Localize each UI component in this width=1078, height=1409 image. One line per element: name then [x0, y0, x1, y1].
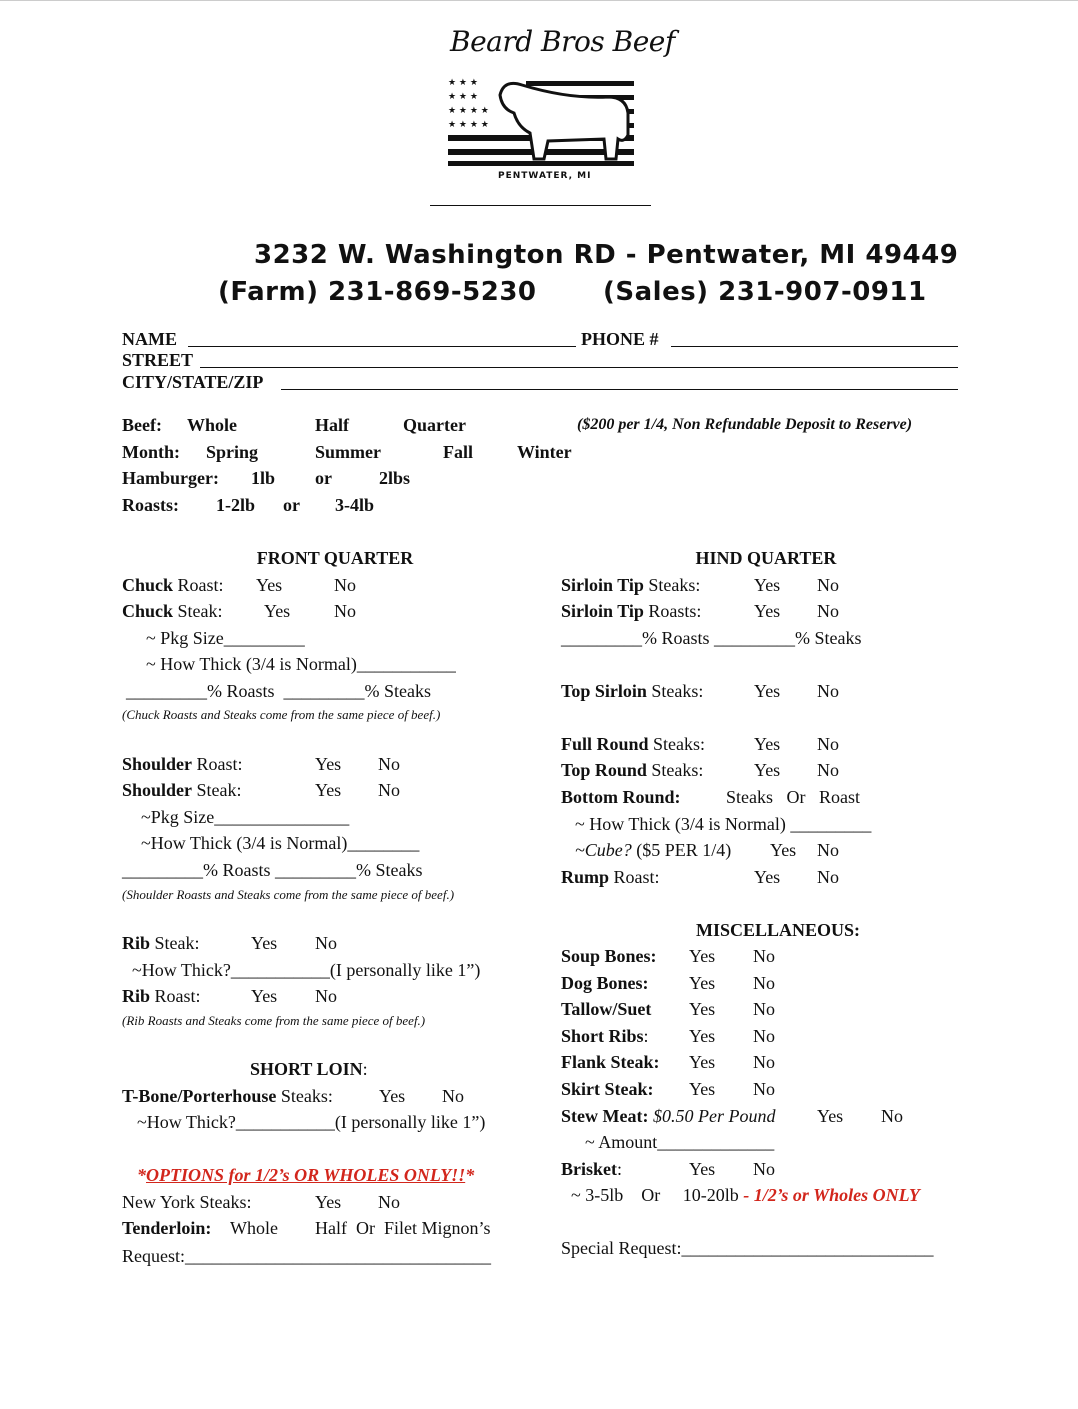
- label: Roasts:: [122, 495, 179, 515]
- no-option[interactable]: No: [753, 1052, 775, 1072]
- no-option[interactable]: No: [753, 1026, 775, 1046]
- city-label: CITY/STATE/ZIP: [122, 372, 264, 392]
- yes-option[interactable]: Yes: [754, 575, 781, 595]
- cut: Soup Bones:: [561, 946, 657, 966]
- option-whole[interactable]: Whole: [187, 415, 238, 435]
- no-option[interactable]: No: [817, 601, 839, 621]
- no-option[interactable]: No: [334, 575, 356, 595]
- yes-option[interactable]: Yes: [251, 933, 278, 953]
- option-1lb[interactable]: 1lb: [251, 468, 276, 488]
- no-option[interactable]: No: [817, 734, 839, 754]
- label: Hamburger:: [122, 468, 219, 488]
- tbone-row: [122, 1085, 464, 1107]
- option-half-or-filet[interactable]: Half Or Filet Mignon’s: [315, 1218, 491, 1238]
- options-note-text: OPTIONS for 1/2’s OR WHOLES ONLY!!: [146, 1165, 466, 1185]
- yes-option[interactable]: Yes: [315, 754, 342, 774]
- yes-option[interactable]: Yes: [770, 840, 797, 860]
- cut-type: Steaks:: [643, 575, 701, 595]
- sirloin-tip-steaks-row: [561, 574, 839, 596]
- yes-option[interactable]: Yes: [689, 946, 716, 966]
- top-round-row: [561, 759, 839, 781]
- misc-row: [561, 1025, 775, 1047]
- tenderloin-row: [122, 1217, 491, 1239]
- logo-location: PENTWATER, MI: [498, 171, 592, 181]
- option-summer[interactable]: Summer: [315, 442, 381, 462]
- yes-option[interactable]: Yes: [689, 1052, 716, 1072]
- address: 3232 W. Washington RD - Pentwater, MI 49449: [254, 240, 959, 270]
- star: *: [137, 1165, 146, 1185]
- deposit-note: ($200 per 1/4, Non Refundable Deposit to Reserve): [577, 416, 913, 433]
- cut: Skirt Steak:: [561, 1079, 654, 1099]
- option-fall[interactable]: Fall: [443, 442, 473, 462]
- percent-field[interactable]: _________% Roasts _________% Steaks: [126, 681, 431, 701]
- no-option[interactable]: No: [753, 946, 775, 966]
- no-option[interactable]: No: [881, 1106, 903, 1126]
- no-option[interactable]: No: [753, 973, 775, 993]
- chuck-note: (Chuck Roasts and Steaks come from the same piece of beef.): [122, 707, 441, 722]
- cut: Rib: [122, 933, 151, 953]
- options-note: [137, 1164, 474, 1186]
- yes-option[interactable]: Yes: [689, 999, 716, 1019]
- brisket-size-options[interactable]: ~ 3-5lb Or 10-20lb: [571, 1185, 739, 1205]
- stew-meat-row: [561, 1105, 903, 1127]
- no-option[interactable]: No: [817, 760, 839, 780]
- cut: Tallow/Suet: [561, 999, 652, 1019]
- cut: Chuck: [122, 575, 174, 595]
- top-sirloin-row: [561, 680, 839, 702]
- brisket-row: [561, 1158, 775, 1180]
- cut: New York Steaks:: [122, 1192, 252, 1212]
- cut: Flank Steak:: [561, 1052, 660, 1072]
- cut-type: Steaks:: [648, 734, 706, 754]
- no-option[interactable]: No: [334, 601, 356, 621]
- no-option[interactable]: No: [753, 1159, 775, 1179]
- option-2lbs[interactable]: 2lbs: [379, 468, 411, 488]
- request-field[interactable]: Request:__________________________________: [122, 1246, 491, 1266]
- or-text: or: [315, 468, 332, 488]
- svg-text:★ ★ ★: ★ ★ ★: [448, 92, 478, 102]
- yes-option[interactable]: Yes: [754, 867, 781, 887]
- svg-text:★ ★ ★ ★: ★ ★ ★ ★: [448, 106, 489, 116]
- yes-option[interactable]: Yes: [817, 1106, 844, 1126]
- yes-option[interactable]: Yes: [689, 1159, 716, 1179]
- no-option[interactable]: No: [817, 867, 839, 887]
- percent-field[interactable]: _________% Roasts _________% Steaks: [561, 628, 862, 648]
- cut-type: Steak:: [150, 933, 200, 953]
- no-option[interactable]: No: [817, 575, 839, 595]
- colon: :: [617, 1159, 623, 1179]
- rib-steak-row: [122, 932, 337, 954]
- heading-text: SHORT LOIN: [250, 1059, 363, 1079]
- cut: Top Round: [561, 760, 647, 780]
- option-winter[interactable]: Winter: [517, 442, 572, 462]
- yes-option[interactable]: Yes: [315, 1192, 342, 1212]
- brisket-note: - 1/2’s or Wholes ONLY: [738, 1185, 920, 1205]
- yes-option[interactable]: Yes: [256, 575, 283, 595]
- no-option[interactable]: No: [378, 754, 400, 774]
- cut: Sirloin Tip: [561, 575, 644, 595]
- hind-quarter-heading: HIND QUARTER: [695, 548, 837, 568]
- cut: Dog Bones:: [561, 973, 649, 993]
- new-york-row: [122, 1191, 400, 1213]
- bottom-round-thickness-field[interactable]: ~ How Thick (3/4 is Normal) _________: [575, 814, 872, 834]
- pkg-size-field[interactable]: ~Pkg Size_______________: [141, 807, 350, 827]
- cut: Sirloin Tip: [561, 601, 644, 621]
- street-field[interactable]: [200, 367, 958, 368]
- cut: Tenderloin:: [122, 1218, 212, 1238]
- colon: :: [643, 1026, 649, 1046]
- cut-type: Steaks:: [646, 681, 704, 701]
- cut-type: Steak:: [192, 780, 242, 800]
- yes-option[interactable]: Yes: [689, 1026, 716, 1046]
- cut-type: Roast:: [192, 754, 243, 774]
- svg-text:★ ★ ★ ★: ★ ★ ★ ★: [448, 120, 489, 130]
- cube-price: ($5 PER 1/4): [631, 840, 732, 860]
- no-option[interactable]: No: [315, 986, 337, 1006]
- cow-flag-logo-icon: [446, 73, 636, 169]
- cut-type: Roast:: [150, 986, 201, 1006]
- thickness-field[interactable]: ~How Thick (3/4 is Normal)________: [141, 833, 420, 853]
- chuck-roast-row: [122, 574, 356, 596]
- cut: Stew Meat:: [561, 1106, 649, 1126]
- yes-option[interactable]: Yes: [689, 973, 716, 993]
- yes-option[interactable]: Yes: [264, 601, 291, 621]
- label: Beef:: [122, 415, 162, 435]
- name-field[interactable]: [188, 346, 576, 347]
- yes-option[interactable]: Yes: [251, 986, 278, 1006]
- cut-type: Roast:: [609, 867, 660, 887]
- cut: Top Sirloin: [561, 681, 647, 701]
- option-1-2lb[interactable]: 1-2lb: [216, 495, 256, 515]
- option-half[interactable]: Half: [315, 415, 349, 435]
- rib-note: (Rib Roasts and Steaks come from the same piece of beef.): [122, 1013, 426, 1028]
- option-whole[interactable]: Whole: [230, 1218, 278, 1238]
- no-option[interactable]: No: [753, 1079, 775, 1099]
- yes-option[interactable]: Yes: [754, 734, 781, 754]
- cut: Rump: [561, 867, 610, 887]
- rump-roast-row: [561, 866, 839, 888]
- rib-roast-row: [122, 985, 337, 1007]
- cut-type: Steak:: [173, 601, 223, 621]
- label: Month:: [122, 442, 180, 462]
- no-option[interactable]: No: [315, 933, 337, 953]
- cut: Shoulder: [122, 754, 193, 774]
- misc-row: [561, 1078, 775, 1100]
- shoulder-roast-row: [122, 753, 400, 775]
- option-3-4lb[interactable]: 3-4lb: [335, 495, 375, 515]
- yes-option[interactable]: Yes: [754, 601, 781, 621]
- no-option[interactable]: No: [753, 999, 775, 1019]
- cut-type: Roast:: [173, 575, 224, 595]
- cut: Bottom Round:: [561, 787, 681, 807]
- steaks-or-roast-options[interactable]: Steaks Or Roast: [726, 787, 860, 807]
- option-quarter[interactable]: Quarter: [403, 415, 466, 435]
- sirloin-tip-roasts-row: [561, 600, 839, 622]
- divider: [430, 205, 651, 206]
- phone-field[interactable]: [671, 346, 958, 347]
- pkg-size-field[interactable]: ~ Pkg Size_________: [146, 628, 305, 648]
- cut: Full Round: [561, 734, 649, 754]
- chuck-steak-row: [122, 600, 356, 622]
- no-option[interactable]: No: [442, 1086, 464, 1106]
- full-round-row: [561, 733, 839, 755]
- cut: Shoulder: [122, 780, 193, 800]
- option-spring[interactable]: Spring: [206, 442, 259, 462]
- farm-phone: (Farm) 231-869-5230: [218, 277, 537, 307]
- no-option[interactable]: No: [817, 681, 839, 701]
- shoulder-steak-row: [122, 779, 400, 801]
- star: *: [465, 1165, 475, 1185]
- name-label: NAME: [122, 329, 177, 349]
- yes-option[interactable]: Yes: [315, 780, 342, 800]
- shoulder-note: (Shoulder Roasts and Steaks come from the same piece of beef.): [122, 887, 455, 902]
- or-text: or: [283, 495, 300, 515]
- cut-type: Steaks:: [646, 760, 704, 780]
- percent-field[interactable]: _________% Roasts _________% Steaks: [122, 860, 423, 880]
- short-loin-heading: [250, 1058, 368, 1080]
- yes-option[interactable]: Yes: [754, 681, 781, 701]
- cube-row: [575, 839, 839, 861]
- misc-row: [561, 972, 775, 994]
- logo-title: Beard Bros Beef: [450, 25, 675, 58]
- misc-row: [561, 945, 775, 967]
- tbone-thickness-field[interactable]: ~How Thick?___________(I personally like 1”): [137, 1112, 486, 1132]
- cube-label: ~Cube?: [575, 840, 632, 860]
- misc-row: [561, 1051, 775, 1073]
- no-option[interactable]: No: [378, 1192, 400, 1212]
- yes-option[interactable]: Yes: [379, 1086, 406, 1106]
- cut: T-Bone/Porterhouse: [122, 1086, 277, 1106]
- svg-text:★ ★ ★: ★ ★ ★: [448, 78, 478, 88]
- cut-type: Steaks:: [276, 1086, 333, 1106]
- price: $0.50 Per Pound: [648, 1106, 776, 1126]
- brisket-size-row: [571, 1184, 920, 1206]
- cut: Rib: [122, 986, 151, 1006]
- stew-amount-field[interactable]: ~ Amount_____________: [585, 1132, 775, 1152]
- bottom-round-row: [561, 786, 860, 808]
- no-option[interactable]: No: [817, 840, 839, 860]
- cut: Short Ribs: [561, 1026, 644, 1046]
- rib-thickness-field[interactable]: ~How Thick?___________(I personally like 1”): [132, 960, 481, 980]
- yes-option[interactable]: Yes: [754, 760, 781, 780]
- special-request-field[interactable]: Special Request:____________________________: [561, 1238, 934, 1258]
- city-field[interactable]: [281, 389, 958, 390]
- misc-row: [561, 998, 775, 1020]
- miscellaneous-heading: MISCELLANEOUS:: [695, 920, 861, 940]
- phone-label: PHONE #: [581, 329, 659, 349]
- sales-phone: (Sales) 231-907-0911: [603, 277, 927, 307]
- cut: Brisket: [561, 1159, 617, 1179]
- yes-option[interactable]: Yes: [689, 1079, 716, 1099]
- thickness-field[interactable]: ~ How Thick (3/4 is Normal)___________: [146, 654, 456, 674]
- heading-colon: :: [362, 1059, 368, 1079]
- cut-type: Roasts:: [643, 601, 702, 621]
- front-quarter-heading: FRONT QUARTER: [256, 548, 414, 568]
- cut: Chuck: [122, 601, 174, 621]
- no-option[interactable]: No: [378, 780, 400, 800]
- street-label: STREET: [122, 350, 194, 370]
